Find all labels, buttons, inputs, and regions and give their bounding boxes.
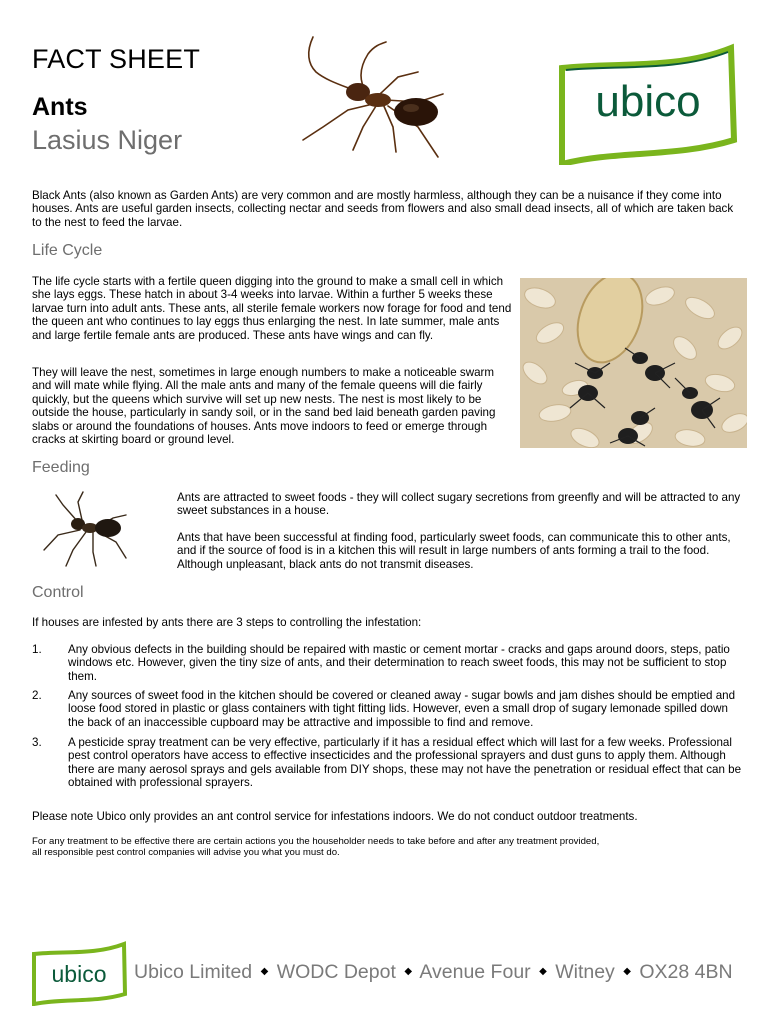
separator-diamond: ◆ [623,966,631,977]
separator-diamond: ◆ [404,966,413,977]
step-text: Any obvious defects in the building should be repaired with mastic or cement mortar - cracks and gaps around doors, steps, patio windows etc. However, given the tiny size of ants, and their determination to reach sweet foods, this may not be sufficient to stop them. [68,643,730,683]
life-cycle-paragraph-2: They will leave the nest, sometimes in large enough numbers to make a noticeable swarm and will mate while flying. All the male ants and many of the female queens will die fairly quickly, but the queens which survive will set up new nests. The nest is most likely to be outside the house, particularly in sandy soil, or in the sand bed laid beneath garden paving slabs or around the foundations of houses. Ants move indoors to feed or emerge through cracks at skirting board or ground level. [32,366,496,447]
feeding-paragraph-2: Ants that have been successful at finding food, particularly sweet foods, can communicate this to other ants, and if the source of food is in a kitchen this will result in large numbers of ants forming a trail to the food. Although unpleasant, black ants do not transmit diseases. [177,531,731,571]
control-intro: If houses are infested by ants there are 3 steps to controlling the infestation: [32,616,422,629]
step-number: 3. [32,736,42,749]
document-title: FACT SHEET [32,44,201,74]
feeding-heading: Feeding [32,459,90,476]
small-print-line-1: For any treatment to be effective there are certain actions you the householder needs to take before and after any treatment provided, [32,836,600,847]
footer-address [134,961,733,984]
life-cycle-paragraph-1: The life cycle starts with a fertile queen digging into the ground to make a small cell in which she lays eggs. These hatch in about 3-4 weeks into larvae. Within a further 5 weeks these larvae turn into adult ants. These ants, all sterile female workers now forage for food and tend the queen ant who continues to lay eggs thus enlarging the nest. In late summer, male ants and large fertile female ants are produced. These ants have wings and can fly. [32,275,512,342]
step-number: 1. [32,643,42,656]
ant-photo-feeding [38,490,130,568]
separator-diamond: ◆ [539,966,547,977]
ubico-logo [556,40,740,165]
intro-paragraph: Black Ants (also known as Garden Ants) are very common and are mostly harmless, although they can be a nuisance if they come into houses. Ants are useful garden insects, collecting nectar and seeds from flowers and also small dead insects, all of which are taken back to the nest to feed the larvae. [32,189,734,229]
separator-diamond: ◆ [260,966,269,977]
step-text: Any sources of sweet food in the kitchen should be covered or cleaned away - sugar bowls and jam dishes should be emptied and loose food stored in plastic or glass containers with tight fitting lids. However, even a small drop of sugary lemonade spilled down the back of an inaccessible cupboard may be attractive and impossible to find and remove. [68,689,736,729]
control-heading: Control [32,584,84,601]
ant-photo-top [268,32,458,167]
ubico-footer-logo [30,940,128,1006]
subject-heading: Ants [32,93,88,121]
ant-nest-photo [520,278,747,448]
small-print-line-2: all responsible pest control companies will advise you what you must do. [32,847,340,858]
footer-postcode: OX28 4BN [639,961,733,983]
footer-town: Witney [555,961,615,983]
step-number: 2. [32,689,42,702]
footer-company: Ubico Limited [134,961,253,983]
footer-street: Avenue Four [419,961,531,983]
step-text: A pesticide spray treatment can be very effective, particularly if it has a residual effect which will last for a few weeks. Professional pest control operators have access to effective insecticides and the professional sprayers and dust guns to apply them. Although there are many aerosol sprays and gels available from DIY shops, these may not have the penetration or residual effect that can be obtained with professional sprayers. [68,736,742,790]
life-cycle-heading: Life Cycle [32,242,103,259]
footer-logo-text: ubico [51,961,107,987]
feeding-paragraph-1: Ants are attracted to sweet foods - they will collect sugary secretions from greenfly and will be attracted to any sweet substances in a house. [177,491,741,518]
control-note: Please note Ubico only provides an ant control service for infestations indoors. We do not conduct outdoor treatments. [32,810,638,823]
footer-depot: WODC Depot [276,961,396,983]
logo-text: ubico [595,77,701,126]
latin-name: Lasius Niger [32,125,183,155]
